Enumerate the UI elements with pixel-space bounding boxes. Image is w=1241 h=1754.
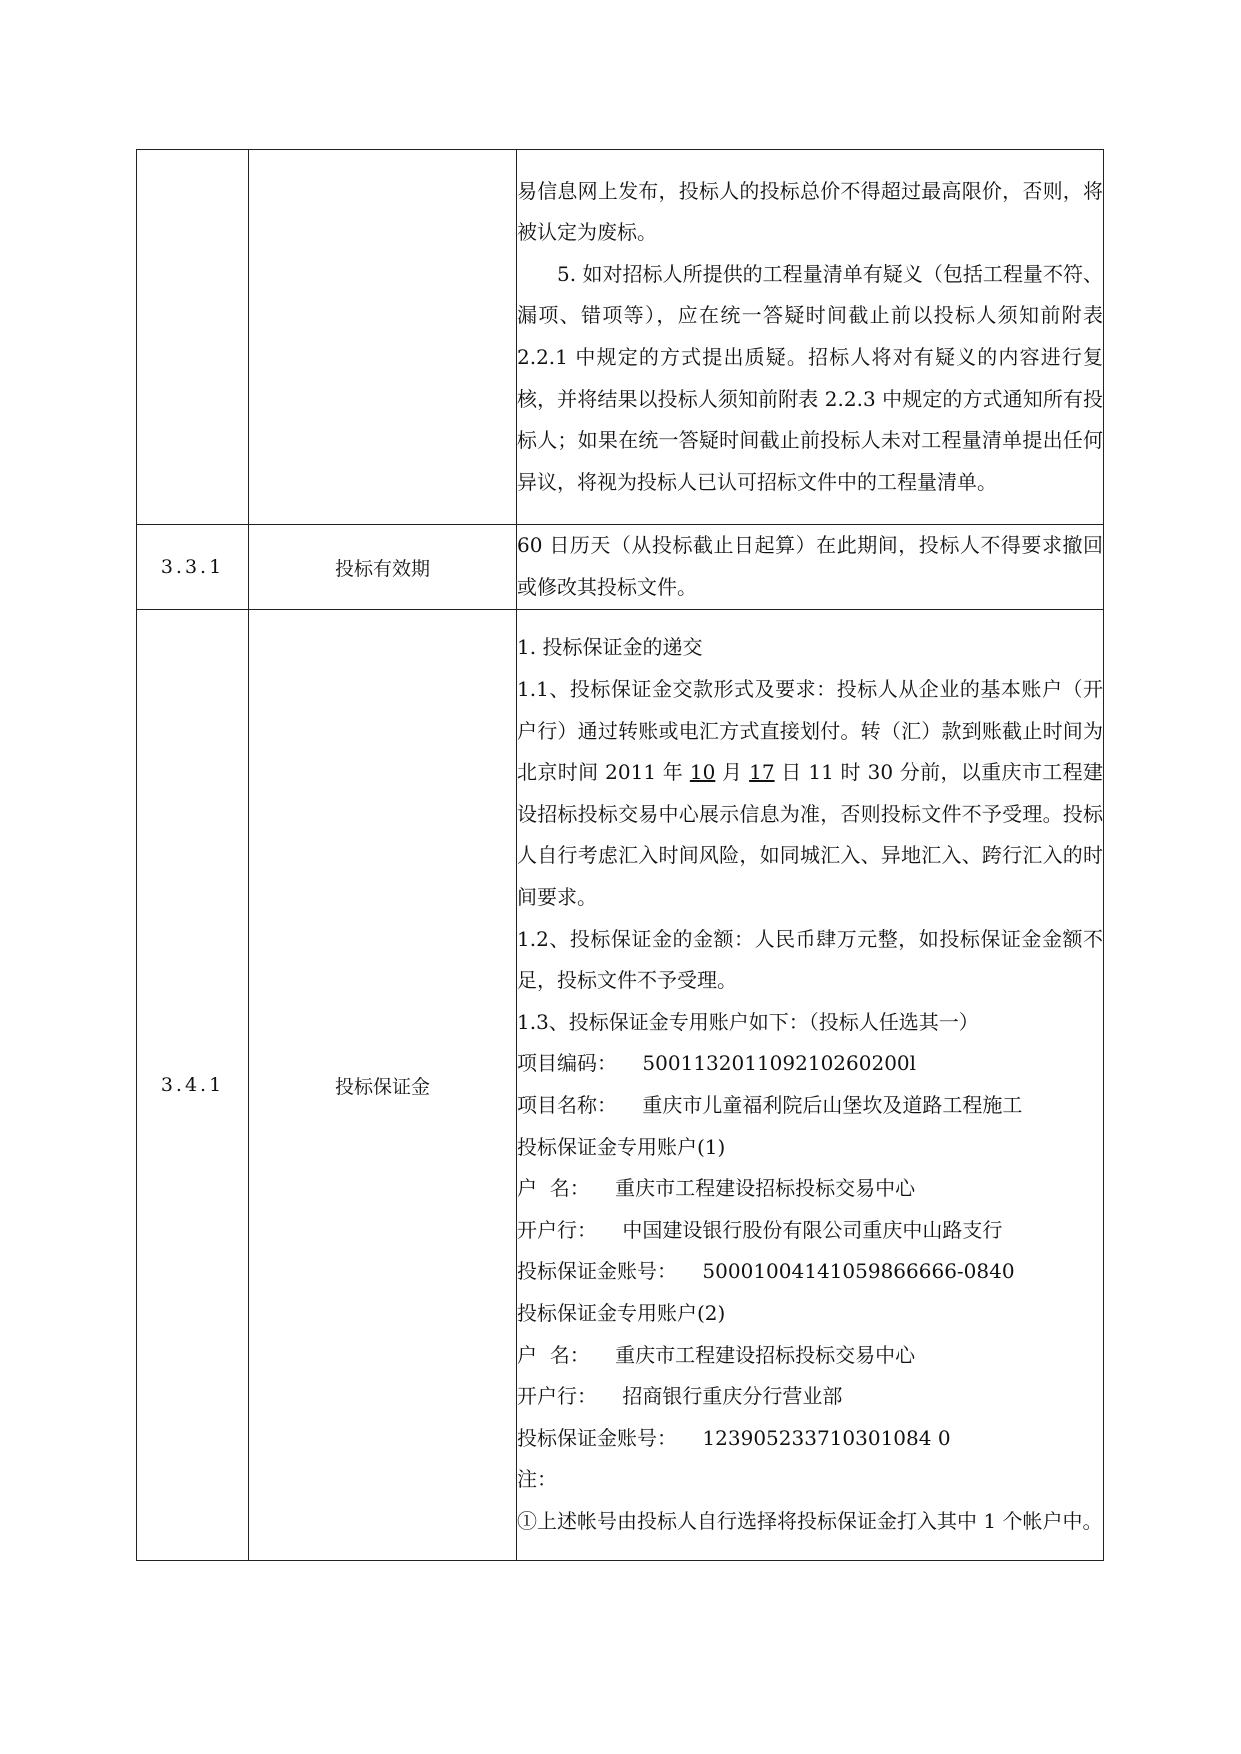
text-run: 月 (715, 760, 750, 785)
paragraph (517, 669, 1103, 919)
bank-line: 开户行： 招商银行重庆分行营业部 (517, 1384, 843, 1409)
project-name-line: 项目名称： 重庆市儿童福利院后山堡坎及道路工程施工 (517, 1093, 1023, 1117)
account-number-line: 投标保证金账号： 123905233710301084 0 (517, 1425, 951, 1450)
bid-instructions-table (136, 149, 1104, 1561)
deadline-month: 10 (689, 760, 716, 785)
table-row (137, 610, 1104, 1561)
account-holder-line: 户 名： 重庆市工程建设招标投标交易中心 (517, 1342, 916, 1367)
clause-name-cell: 投标保证金 (249, 610, 517, 1561)
note-text: ①上述帐号由投标人自行选择将投标保证金打入其中 1 个帐户中。 (517, 1508, 1103, 1533)
table-row (137, 525, 1104, 610)
paragraph: 1.3、投标保证金专用账户如下：（投标人任选其一） (517, 1009, 979, 1034)
clause-name-cell (249, 150, 517, 525)
deadline-day: 17 (749, 760, 775, 785)
clause-content-cell (517, 525, 1104, 610)
paragraph: 易信息网上发布，投标人的投标总价不得超过最高限价，否则，将被认定为废标。 (517, 178, 1103, 245)
paragraph: 5. 如对招标人所提供的工程量清单有疑义（包括工程量不符、漏项、错项等），应在统一答疑时间截止前以投标人须知前附表 2.2.1 中规定的方式提出质疑。招标人将对有疑义的内容进行复核，并将结果以投标人须知前附表 2.2.3 中规定的方式通知所有投标人；如果在统一答疑时间截止前投标人未对工程量清单提出任何异议，将视为投标人已认可招标文件中的工程量清单。 (517, 261, 1103, 494)
clause-number-cell: 3.4.1 (137, 610, 249, 1561)
account-heading: 投标保证金专用账户(2) (517, 1300, 726, 1325)
paragraph: 1. 投标保证金的递交 (517, 635, 703, 660)
account-number-line: 投标保证金账号： 50001004141059866666-0840 (517, 1259, 1015, 1284)
project-code-line: 项目编码： 500113201109210260200l (517, 1051, 917, 1076)
clause-content-cell (517, 150, 1104, 525)
clause-number-cell: 3.3.1 (137, 525, 249, 610)
text-run: 1.1、投标保证金交款形式及要求：投标人从企业的基本账户（开户行）通过转账或电汇方式直接划付。转（汇）款到账截止时间为北京时间 2011 年 (517, 677, 1103, 785)
table-row (137, 150, 1104, 525)
note-label: 注： (517, 1467, 557, 1492)
clause-number-cell (137, 150, 249, 525)
paragraph: 60 日历天（从投标截止日起算）在此期间，投标人不得要求撤回或修改其投标文件。 (517, 533, 1103, 599)
text-run: 日 11 时 30 分前，以重庆市工程建设招标投标交易中心展示信息为准，否则投标文件不予受理。投标人自行考虑汇入时间风险，如同城汇入、异地汇入、跨行汇入的时间要求。 (517, 760, 1103, 910)
account-heading: 投标保证金专用账户(1) (517, 1134, 726, 1159)
account-holder-line: 户 名： 重庆市工程建设招标投标交易中心 (517, 1176, 916, 1201)
paragraph: 1.2、投标保证金的金额：人民币肆万元整，如投标保证金金额不足，投标文件不予受理。 (517, 926, 1103, 993)
bank-line: 开户行： 中国建设银行股份有限公司重庆中山路支行 (517, 1217, 1003, 1242)
clause-content-cell (517, 610, 1104, 1561)
clause-name-cell: 投标有效期 (249, 525, 517, 610)
